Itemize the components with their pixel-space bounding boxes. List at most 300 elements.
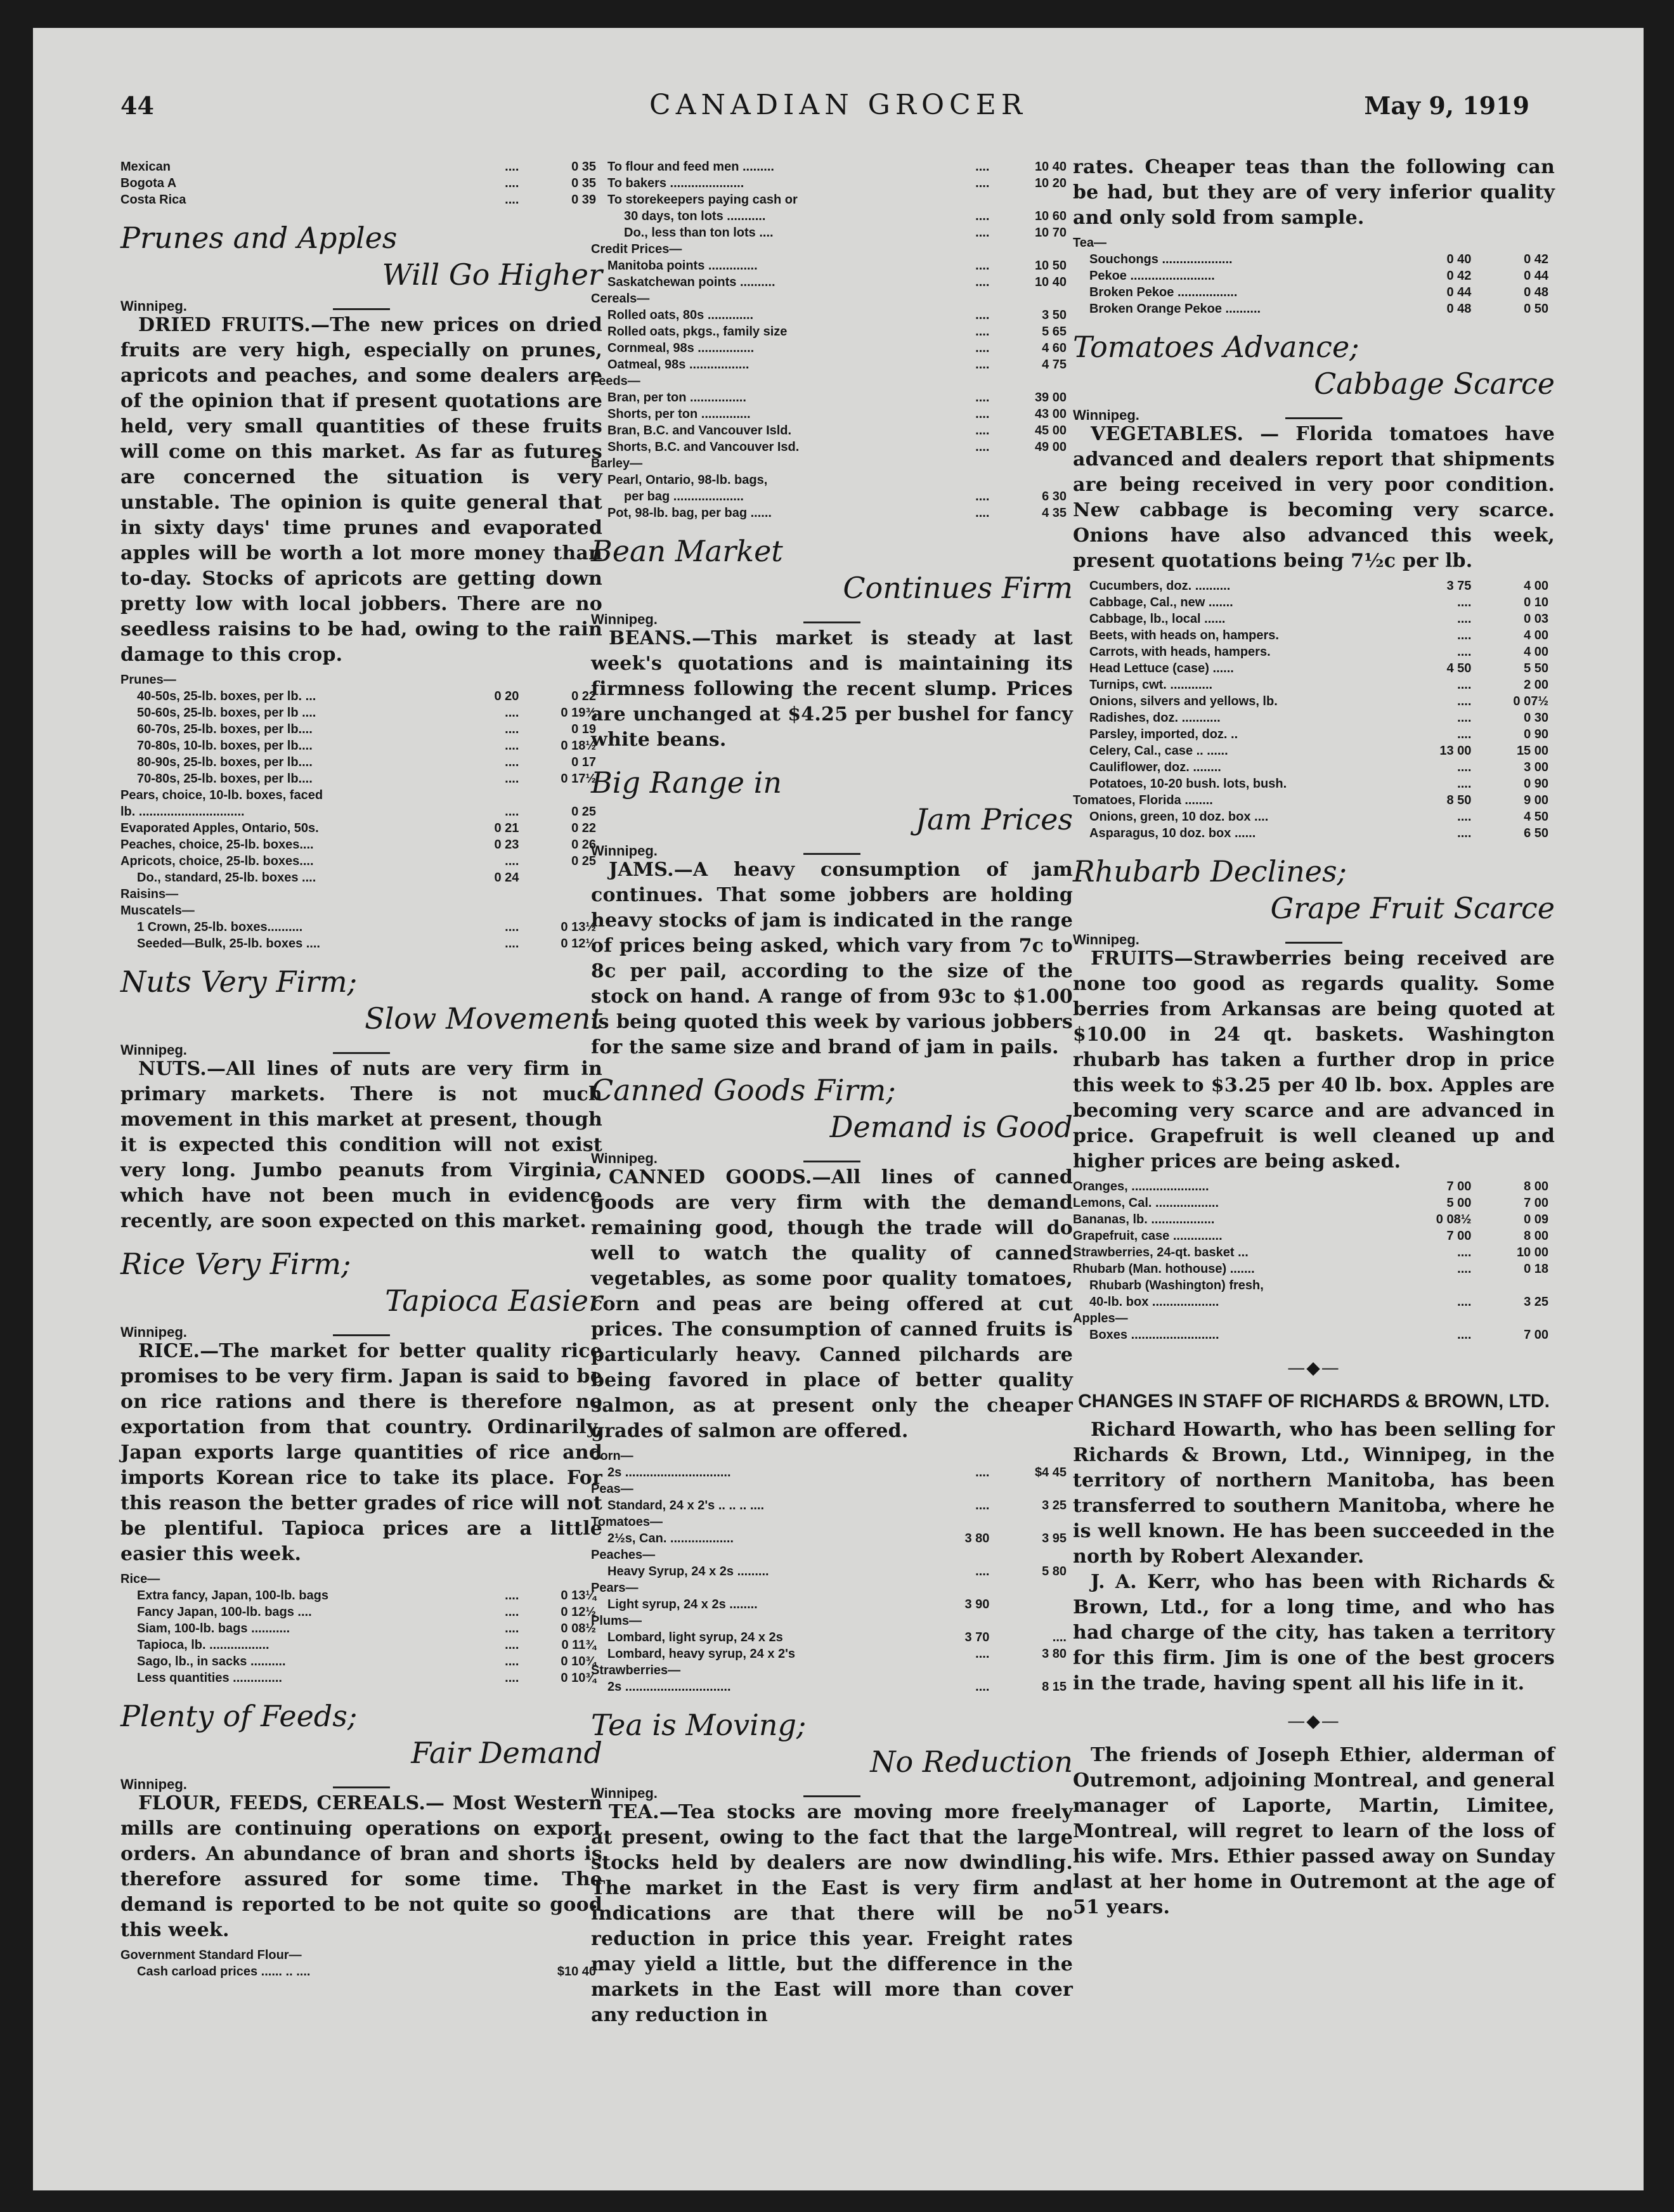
price-row (1073, 743, 1555, 759)
price-item: Barley— (591, 457, 643, 471)
price-low (919, 1580, 996, 1596)
publication-title: CANADIAN GROCER (649, 89, 1027, 121)
price-item: 80-90s, 25-lb. boxes, per lb.... (137, 755, 313, 769)
price-low: .... (505, 772, 519, 786)
price-low: .... (505, 920, 519, 934)
price-low: .... (975, 176, 990, 190)
price-row (1073, 1195, 1555, 1211)
price-low: .... (1457, 727, 1472, 741)
price-row (120, 820, 602, 836)
price-low (448, 1947, 526, 1963)
dateline: Winnipeg. (120, 298, 187, 314)
price-item: Boxes ......................... (1089, 1328, 1219, 1342)
price-item: Light syrup, 24 x 2s ........ (607, 1597, 758, 1611)
price-high: 0 25 (571, 805, 596, 819)
price-item: Raisins— (120, 887, 179, 901)
price-item: 30 days, ton lots ........... (624, 209, 766, 223)
price-high: 0 17 (571, 755, 596, 769)
price-item: Cucumbers, doz. .......... (1089, 579, 1231, 593)
price-item: Rolled oats, 80s ............. (607, 308, 754, 322)
price-row (120, 886, 602, 902)
price-item: Plums— (591, 1614, 642, 1628)
article-jams: JAMS.—A heavy consumption of jam continues. That some jobbers are holding heavy stocks of jam is indicated in the range of prices being asked, which vary from 7c to 8c per pail, according to the size of the stock on hand. A range of from 93c to $1.00 is being quoted this week by various jobbers for the same size and brand of jam in pails. (591, 859, 1073, 1058)
price-item: To storekeepers paying cash or (607, 193, 798, 207)
price-item: 70-80s, 25-lb. boxes, per lb.... (137, 772, 313, 786)
price-low: .... (505, 1638, 519, 1652)
price-low: .... (505, 1605, 519, 1619)
divider-rule (333, 1052, 390, 1054)
price-low: 5 00 (1446, 1196, 1472, 1210)
divider-rule (1285, 417, 1342, 419)
price-item: Broken Pekoe ................. (1089, 285, 1238, 299)
price-low: 0 48 (1446, 302, 1472, 316)
price-item: Tomatoes, Florida ........ (1073, 793, 1213, 807)
price-high (1477, 1277, 1555, 1294)
price-low: .... (1457, 760, 1472, 774)
price-low: .... (505, 937, 519, 951)
price-row (120, 1637, 602, 1653)
price-low: .... (1457, 645, 1472, 659)
price-row (1073, 284, 1555, 301)
price-item: Souchongs .................... (1089, 252, 1233, 266)
price-row (1073, 268, 1555, 284)
price-low: 3 80 (964, 1532, 990, 1545)
price-low: 8 50 (1446, 793, 1472, 807)
price-item: Standard, 24 x 2's .. .. .. .... (607, 1499, 765, 1513)
price-item: To bakers ..................... (607, 176, 744, 190)
notice-title: CHANGES IN STAFF OF RICHARDS & BROWN, LTD. (1078, 1391, 1550, 1412)
price-low: .... (1457, 678, 1472, 692)
price-item: Evaporated Apples, Ontario, 50s. (120, 821, 319, 835)
price-low (919, 192, 996, 208)
price-item: Strawberries— (591, 1663, 681, 1677)
price-high (996, 1448, 1073, 1464)
price-row (591, 340, 1073, 356)
price-low: .... (505, 1671, 519, 1685)
price-high (996, 1596, 1073, 1613)
price-low: .... (1457, 1262, 1472, 1276)
price-high: 3 25 (1524, 1295, 1548, 1309)
price-row (120, 688, 602, 705)
price-low: .... (505, 739, 519, 753)
price-low (1401, 1277, 1478, 1294)
price-row (120, 738, 602, 754)
price-row (120, 721, 602, 738)
price-item: Pears— (591, 1581, 639, 1595)
price-low: .... (1457, 1246, 1472, 1259)
price-low (919, 1448, 996, 1464)
price-row (591, 1596, 1073, 1613)
price-item: Apricots, choice, 25-lb. boxes.... (120, 854, 314, 868)
price-item: Grapefruit, case .............. (1073, 1229, 1223, 1243)
price-low (919, 241, 996, 257)
price-item: Do., standard, 25-lb. boxes .... (137, 871, 316, 885)
price-row (591, 323, 1073, 340)
column-3 (1073, 155, 1555, 1920)
price-item: Beets, with heads on, hampers. (1089, 628, 1279, 642)
price-item: Corn— (591, 1449, 633, 1463)
price-low: .... (1457, 1295, 1472, 1309)
price-high: 0 03 (1524, 612, 1548, 626)
price-high: 45 00 (1034, 424, 1067, 438)
price-row (1073, 1261, 1555, 1277)
price-low: 0 21 (494, 821, 519, 835)
price-high (996, 1613, 1073, 1629)
price-low: .... (975, 209, 990, 223)
headline-jam: Big Range in Jam Prices (591, 765, 1073, 836)
price-high: 10 00 (1516, 1246, 1548, 1259)
divider-rule (803, 621, 860, 623)
price-item: Peaches— (591, 1548, 656, 1562)
price-high: 6 30 (1042, 490, 1067, 504)
price-item: Mexican (120, 160, 171, 174)
price-low: .... (1457, 612, 1472, 626)
price-low: .... (975, 275, 990, 289)
price-low: 4 50 (1446, 661, 1472, 675)
headline-rice: Rice Very Firm; Tapioca Easier (120, 1247, 602, 1318)
divider-rule (333, 1334, 390, 1336)
ornament-divider: —◆— (1287, 1710, 1340, 1731)
headline-tomatoes: Tomatoes Advance; Cabbage Scarce (1073, 330, 1555, 401)
price-row (120, 1587, 602, 1604)
price-row (591, 1646, 1073, 1662)
price-item: Heavy Syrup, 24 x 2s ......... (607, 1565, 769, 1578)
price-low (919, 1481, 996, 1497)
price-high: 0 19¾ (561, 706, 596, 720)
price-row (591, 488, 1073, 505)
price-item: 2s .............................. (607, 1680, 731, 1694)
price-row (1073, 611, 1555, 627)
price-low (448, 672, 526, 688)
price-low: 7 00 (1446, 1180, 1472, 1194)
price-item: 70-80s, 10-lb. boxes, per lb.... (137, 739, 313, 753)
price-high: .... (1052, 1630, 1067, 1644)
price-row (591, 455, 1073, 472)
price-item: Saskatchewan points .......... (607, 275, 775, 289)
price-high (1477, 235, 1555, 251)
price-row (591, 1448, 1073, 1464)
price-table-tea (1073, 235, 1555, 317)
price-low: .... (1457, 595, 1472, 609)
price-low: .... (1457, 810, 1472, 824)
price-high (996, 1547, 1073, 1563)
dateline: Winnipeg. (591, 1785, 658, 1801)
price-row (591, 290, 1073, 307)
price-low: .... (1457, 628, 1472, 642)
price-high: 9 00 (1524, 793, 1548, 807)
price-low: 0 42 (1446, 269, 1472, 283)
price-item: Rice— (120, 1572, 160, 1586)
price-item: Cabbage, lb., local ...... (1089, 612, 1226, 626)
price-high (996, 1481, 1073, 1497)
price-table-coffee (120, 159, 602, 208)
price-high: 0 12½ (561, 937, 596, 951)
price-high: 15 00 (1516, 744, 1548, 758)
price-row (1073, 1294, 1555, 1310)
price-row (591, 241, 1073, 257)
article-canned-goods: CANNED GOODS.—All lines of canned goods are very firm with the demand remaining good, though the trade will do well to watch the quality of canned vegetables, as some poor quality tomatoes, corn and peas are being offered at cut prices. The consumption of canned fruits is particularly heavy. Canned pilchards are being favored in place of better quality salmon, as at present only the cheaper grades of salmon are offered. (591, 1166, 1073, 1442)
price-high: 0 10 (1524, 595, 1548, 609)
price-item: Pearl, Ontario, 98-lb. bags, (607, 473, 768, 487)
price-row (1073, 1178, 1555, 1195)
price-item: Broken Orange Pekoe .......... (1089, 302, 1261, 316)
price-item: Cabbage, Cal., new ....... (1089, 595, 1233, 609)
price-row (1073, 1244, 1555, 1261)
issue-date: May 9, 1919 (1364, 91, 1529, 120)
headline-canned: Canned Goods Firm; Demand is Good (591, 1073, 1073, 1144)
price-row (120, 1670, 602, 1686)
price-item: Head Lettuce (case) ...... (1089, 661, 1234, 675)
price-row (1073, 627, 1555, 644)
price-high: 4 35 (1042, 506, 1067, 520)
price-high: 8 00 (1524, 1229, 1548, 1243)
price-row (1073, 825, 1555, 842)
price-low: .... (975, 1680, 990, 1694)
price-high (996, 241, 1073, 257)
price-high: 0 10¾ (561, 1671, 596, 1685)
price-low: .... (505, 176, 519, 190)
page-number: 44 (120, 91, 154, 120)
price-high (1477, 1310, 1555, 1327)
price-high (996, 472, 1073, 488)
price-low: .... (975, 1565, 990, 1578)
price-row (591, 472, 1073, 488)
price-low (1401, 235, 1478, 251)
price-low: .... (505, 805, 519, 819)
price-high (996, 290, 1073, 307)
price-high: 0 18½ (561, 739, 596, 753)
price-low (919, 1662, 996, 1679)
price-high: 49 00 (1034, 440, 1067, 454)
dateline: Winnipeg. (591, 611, 658, 627)
price-row (1073, 726, 1555, 743)
price-high: 0 18 (1524, 1262, 1548, 1276)
price-row (591, 439, 1073, 455)
price-item: Bran, B.C. and Vancouver Isld. (607, 424, 792, 438)
divider-rule (803, 853, 860, 855)
price-high: 0 25 (571, 854, 596, 868)
price-low: .... (1457, 711, 1472, 725)
price-high: 10 50 (1034, 259, 1067, 273)
price-item: Bogota A (120, 176, 177, 190)
price-high: 5 65 (1042, 325, 1067, 339)
price-row (120, 853, 602, 869)
price-low: 0 08½ (1436, 1213, 1472, 1226)
price-table-vegetables (1073, 578, 1555, 842)
price-item: Credit Prices— (591, 242, 682, 256)
price-row (120, 869, 602, 886)
price-low (919, 472, 996, 488)
price-low: .... (1457, 777, 1472, 791)
headline-rhubarb: Rhubarb Declines; Grape Fruit Scarce (1073, 854, 1555, 925)
price-row (1073, 578, 1555, 594)
price-row (591, 1481, 1073, 1497)
price-high: 0 42 (1524, 252, 1548, 266)
price-item: To flour and feed men ......... (607, 160, 774, 174)
price-item: Do., less than ton lots .... (624, 226, 774, 240)
price-item: Government Standard Flour— (120, 1948, 302, 1962)
price-item: Sago, lb., in sacks .......... (137, 1655, 286, 1669)
price-high: 3 80 (1042, 1647, 1067, 1661)
price-row (591, 224, 1073, 241)
price-item: Apples— (1073, 1311, 1128, 1325)
price-item: Radishes, doz. ........... (1089, 711, 1221, 725)
price-item: Oatmeal, 98s ................. (607, 358, 749, 372)
price-item: Prunes— (120, 673, 176, 687)
price-item: Celery, Cal., case .. ...... (1089, 744, 1228, 758)
price-item: Peas— (591, 1482, 633, 1496)
price-low: 13 00 (1439, 744, 1472, 758)
price-row (120, 1963, 602, 1980)
price-low (448, 787, 526, 803)
price-row (591, 1563, 1073, 1580)
price-high (996, 192, 1073, 208)
price-item: Asparagus, 10 doz. box ...... (1089, 826, 1256, 840)
price-high: 10 40 (1034, 160, 1067, 174)
price-row (1073, 809, 1555, 825)
price-low: .... (975, 424, 990, 438)
price-item: Pears, choice, 10-lb. boxes, faced (120, 788, 323, 802)
price-item: Siam, 100-lb. bags ........... (137, 1622, 290, 1636)
price-row (120, 771, 602, 787)
article-nuts: NUTS.—All lines of nuts are very firm in primary markets. There is not much movement in this market at present, though it is expected this condition will not exist very long. Jumbo peanuts from Virginia, which have not been much in evidence recently, are soon expected on this market. (120, 1058, 602, 1232)
price-low: .... (975, 226, 990, 240)
price-low: .... (975, 490, 990, 504)
price-row (120, 672, 602, 688)
price-item: Cornmeal, 98s ................ (607, 341, 755, 355)
price-high: 5 50 (1524, 661, 1548, 675)
price-item: Extra fancy, Japan, 100-lb. bags (137, 1589, 328, 1603)
price-row (120, 803, 602, 820)
price-item: Rolled oats, pkgs., family size (607, 325, 788, 339)
price-low: 7 00 (1446, 1229, 1472, 1243)
price-row (591, 1662, 1073, 1679)
price-row (591, 307, 1073, 323)
price-row (591, 505, 1073, 521)
price-high: 0 26 (571, 838, 596, 852)
price-high: $4 45 (1034, 1466, 1067, 1480)
price-low: .... (505, 193, 519, 207)
price-low: .... (975, 391, 990, 405)
price-item: Onions, silvers and yellows, lb. (1089, 694, 1278, 708)
price-low: .... (1457, 1328, 1472, 1342)
price-high: $10 40 (557, 1965, 596, 1979)
price-item: per bag .................... (624, 490, 744, 504)
price-table-canned (591, 1448, 1073, 1695)
price-item: Rhubarb (Man. hothouse) ....... (1073, 1262, 1255, 1276)
price-high: 7 00 (1524, 1328, 1548, 1342)
price-low: .... (1457, 826, 1472, 840)
price-item: Oranges, ...................... (1073, 1180, 1209, 1194)
price-low (919, 373, 996, 389)
price-row (591, 159, 1073, 175)
price-item: Muscatels— (120, 904, 195, 918)
price-item: 60-70s, 25-lb. boxes, per lb.... (137, 722, 313, 736)
price-row (1073, 235, 1555, 251)
price-low: .... (975, 325, 990, 339)
price-low: 3 70 (964, 1630, 990, 1644)
price-low (448, 1571, 526, 1587)
price-low: .... (505, 160, 519, 174)
article-obituary: The friends of Joseph Ethier, alderman of Outremont, adjoining Montreal, and general manager of Laporte, Martin, Limitee, Montreal, will regret to learn of the loss of his wife. Mrs. Ethier passed away on Sunday last at her home in Outremont at the age of 51 years. (1073, 1744, 1555, 1918)
article-tea: TEA.—Tea stocks are moving more freely at present, owing to the fact that the large stocks held by dealers are now dwindling. The market in the East is very firm and indications are that there will be no reduction in price this year. Freight rates may yield a little, but the difference in the markets in the East will more than cover any reduction in (591, 1801, 1073, 2026)
headline-feeds: Plenty of Feeds; Fair Demand (120, 1699, 602, 1770)
price-high: 10 20 (1034, 176, 1067, 190)
price-low (448, 902, 526, 919)
price-item: Cauliflower, doz. ........ (1089, 760, 1221, 774)
price-row (1073, 759, 1555, 776)
price-item: Carrots, with heads, hampers. (1089, 645, 1271, 659)
article-vegetables: VEGETABLES. — Florida tomatoes have advanced and dealers report that shipments are being received in very poor condition. New cabbage is becoming very scarce. Onions have also advanced this week, present quotations being 7½c per lb. (1073, 423, 1555, 572)
price-low (919, 1547, 996, 1563)
price-row (120, 754, 602, 771)
price-high: 8 00 (1524, 1180, 1548, 1194)
article-beans: BEANS.—This market is steady at last week's quotations and is maintaining its firmness following the recent slump. Prices are unchanged at $4.25 per bushel for fancy white beans. (591, 627, 1073, 751)
price-table-rice (120, 1571, 602, 1686)
price-row (120, 836, 602, 853)
price-row (591, 1629, 1073, 1646)
price-row (591, 1679, 1073, 1695)
price-low: .... (975, 259, 990, 273)
article-feeds: FLOUR, FEEDS, CEREALS.— Most Western mills are continuing operations on export orders. An abundance of bran and shorts is therefore assured for some time. The demand is reported to be not quite so good this week. (120, 1792, 602, 1941)
price-row (120, 919, 602, 935)
dateline: Winnipeg. (1073, 932, 1139, 947)
price-low: .... (975, 160, 990, 174)
price-low (448, 886, 526, 902)
price-high: 0 50 (1524, 302, 1548, 316)
price-item: Rhubarb (Washington) fresh, (1089, 1278, 1264, 1292)
dateline: Winnipeg. (591, 843, 658, 859)
price-low: .... (505, 1622, 519, 1636)
price-row (1073, 644, 1555, 660)
price-low: .... (975, 506, 990, 520)
price-high (996, 1514, 1073, 1530)
price-low: 0 44 (1446, 285, 1472, 299)
price-row (120, 1604, 602, 1620)
price-row (1073, 792, 1555, 809)
price-row (591, 175, 1073, 192)
price-item: 40-lb. box ................... (1089, 1295, 1219, 1309)
price-item: Pot, 98-lb. bag, per bag ...... (607, 506, 772, 520)
price-high: 0 08½ (561, 1622, 596, 1636)
price-item: lb. .............................. (120, 805, 245, 819)
price-row (591, 422, 1073, 439)
price-high (996, 455, 1073, 472)
price-row (120, 159, 602, 175)
price-low (919, 455, 996, 472)
price-row (591, 257, 1073, 274)
dateline: Winnipeg. (120, 1324, 187, 1340)
price-high: 0 35 (571, 176, 596, 190)
price-row (591, 1547, 1073, 1563)
price-row (120, 787, 602, 803)
price-row (591, 274, 1073, 290)
price-high: 10 40 (1034, 275, 1067, 289)
price-row (1073, 776, 1555, 792)
price-row (1073, 693, 1555, 710)
price-item: Lombard, light syrup, 24 x 2s (607, 1630, 783, 1644)
price-row (591, 389, 1073, 406)
price-row (1073, 710, 1555, 726)
price-row (120, 1947, 602, 1963)
price-high: 0 39 (571, 193, 596, 207)
price-low: 3 75 (1446, 579, 1472, 593)
price-low: .... (975, 341, 990, 355)
price-row (591, 1514, 1073, 1530)
article-staff-changes: Richard Howarth, who has been selling for Richards & Brown, Ltd., Winnipeg, in the territory of northern Manitoba, has been transferred to southern Manitoba, where he is well known. He has been succeeded in the north by Robert Alexander. J. A. Kerr, who has been with Richards & Brown, Ltd., for a long time, and who has had charge of the city, has taken a territory for this firm. Jim is one of the best grocers in the trade, having spent all his life in it. (1073, 1419, 1555, 1695)
price-high: 3 25 (1042, 1499, 1067, 1513)
price-item: Strawberries, 24-qt. basket ... (1073, 1246, 1249, 1259)
